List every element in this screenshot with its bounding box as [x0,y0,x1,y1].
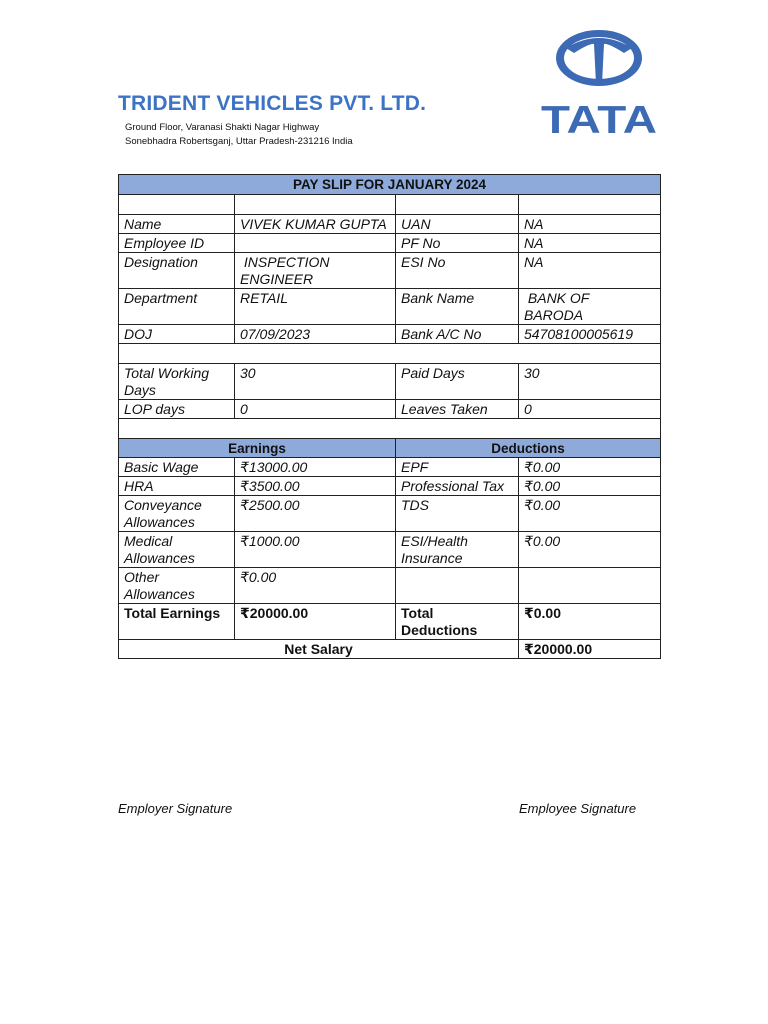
net-salary-value: ₹20000.00 [519,640,661,659]
employee-signature-label: Employee Signature [519,801,637,816]
deduction-label: EPF [396,458,519,477]
department-value: RETAIL [235,289,396,325]
department-label: Department [119,289,235,325]
total-working-days-value: 30 [235,364,396,400]
earning-amount: ₹0.00 [235,568,396,604]
deduction-amount: ₹0.00 [519,532,661,568]
lop-days-label: LOP days [119,400,235,419]
total-deductions-label: Total Deductions [396,604,519,640]
company-address [125,121,353,149]
total-earnings-value: ₹20000.00 [235,604,396,640]
title-row [119,175,661,195]
bank-name-value: BANK OF BARODA [519,289,661,325]
total-earnings-label: Total Earnings [119,604,235,640]
earning-label: Basic Wage [119,458,235,477]
attendance-row-lop [119,400,661,419]
employer-signature-label: Employer Signature [118,801,233,816]
leaves-taken-value: 0 [519,400,661,419]
earnings-deductions-header-row [119,439,661,458]
spacer-row [119,419,661,439]
uan-value: NA [519,215,661,234]
deduction-label [396,568,519,604]
name-value: VIVEK KUMAR GUPTA [235,215,396,234]
company-name: TRIDENT VEHICLES PVT. LTD. [118,92,427,115]
details-row-department [119,289,661,325]
details-row-name [119,215,661,234]
deduction-amount: ₹0.00 [519,477,661,496]
net-salary-row [119,640,661,659]
earning-label: Medical Allowances [119,532,235,568]
deduction-label: ESI/Health Insurance [396,532,519,568]
designation-label: Designation [119,253,235,289]
esi-label: ESI No [396,253,519,289]
earning-amount: ₹3500.00 [235,477,396,496]
spacer-row [119,195,661,215]
tata-logo [538,26,660,140]
employee-id-value [235,234,396,253]
attendance-row-working-days [119,364,661,400]
earnings-header: Earnings [119,439,396,458]
esi-value: NA [519,253,661,289]
name-label: Name [119,215,235,234]
doj-value: 07/09/2023 [235,325,396,344]
totals-row [119,604,661,640]
deduction-label: Professional Tax [396,477,519,496]
leaves-taken-label: Leaves Taken [396,400,519,419]
bank-ac-value: 54708100005619 [519,325,661,344]
details-row-employee-id [119,234,661,253]
deductions-header: Deductions [396,439,661,458]
net-salary-label: Net Salary [119,640,519,659]
earnings-row [119,458,661,477]
deduction-amount: ₹0.00 [519,458,661,477]
paid-days-label: Paid Days [396,364,519,400]
lop-days-value: 0 [235,400,396,419]
address-line-1: Ground Floor, Varanasi Shakti Nagar Highway [125,122,320,133]
deduction-amount: ₹0.00 [519,496,661,532]
logo-wordmark: TATA [541,99,657,140]
earning-label: Other Allowances [119,568,235,604]
earning-amount: ₹13000.00 [235,458,396,477]
uan-label: UAN [396,215,519,234]
paid-days-value: 30 [519,364,661,400]
bank-ac-label: Bank A/C No [396,325,519,344]
total-deductions-value: ₹0.00 [519,604,661,640]
pf-value: NA [519,234,661,253]
earning-amount: ₹1000.00 [235,532,396,568]
address-line-2: Sonebhadra Robertsganj, Uttar Pradesh-231216 India [125,136,353,147]
deduction-label: TDS [396,496,519,532]
deduction-amount [519,568,661,604]
earnings-row [119,568,661,604]
designation-value: INSPECTION ENGINEER [235,253,396,289]
earning-amount: ₹2500.00 [235,496,396,532]
pay-slip-title: PAY SLIP FOR JANUARY 2024 [119,175,661,195]
spacer-row [119,344,661,364]
bank-name-label: Bank Name [396,289,519,325]
earning-label: Conveyance Allowances [119,496,235,532]
earnings-row [119,496,661,532]
employee-id-label: Employee ID [119,234,235,253]
total-working-days-label: Total Working Days [119,364,235,400]
doj-label: DOJ [119,325,235,344]
earning-label: HRA [119,477,235,496]
earnings-row [119,477,661,496]
earnings-row [119,532,661,568]
details-row-doj [119,325,661,344]
pay-slip-table [118,174,661,659]
pf-label: PF No [396,234,519,253]
details-row-designation [119,253,661,289]
